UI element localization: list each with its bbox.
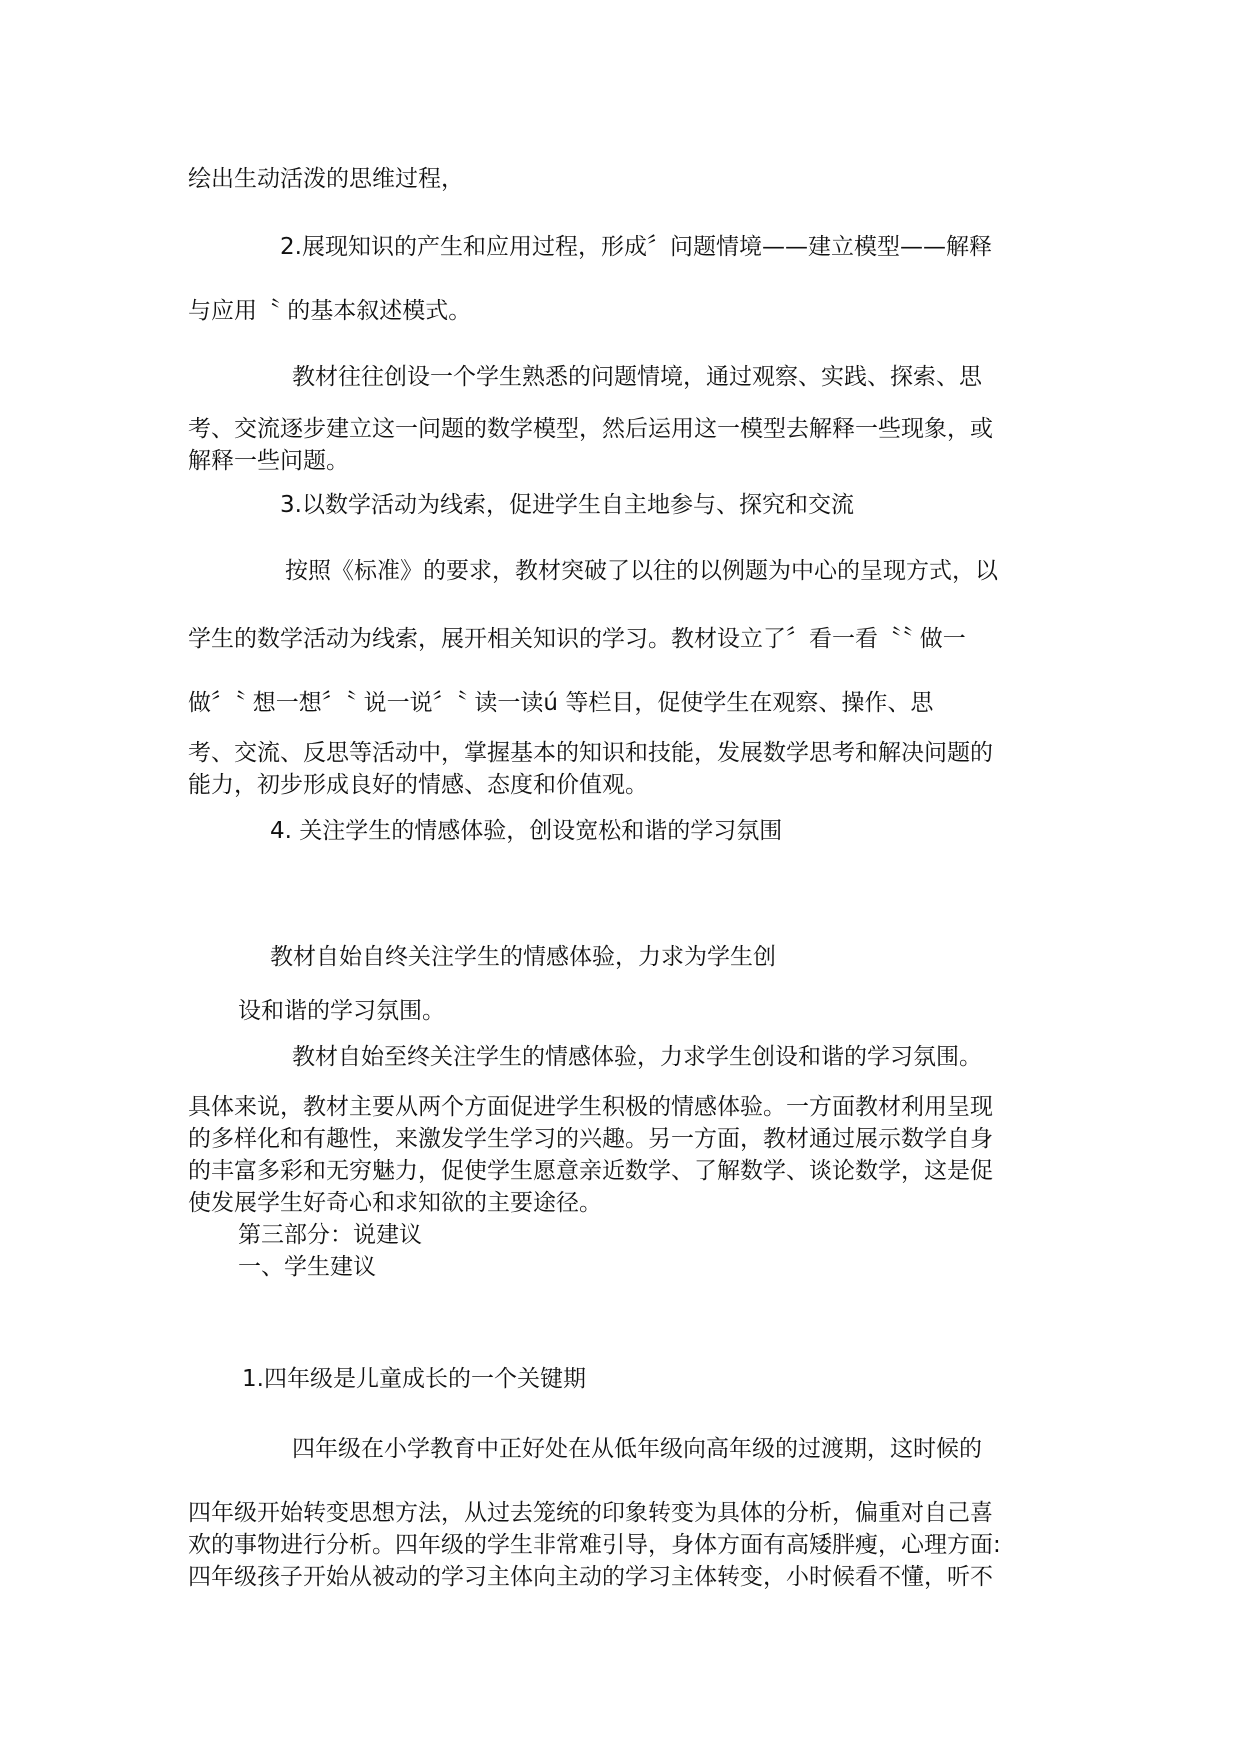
- section-heading: 3.以数学活动为线索，促进学生自主地参与、探究和交流: [280, 492, 854, 518]
- text-line: 能力，初步形成良好的情感、态度和价值观。: [188, 772, 648, 798]
- text-line: 使发展学生好奇心和求知欲的主要途径。: [188, 1190, 602, 1216]
- text-line: 四年级开始转变思想方法，从过去笼统的印象转变为具体的分析，偏重对自己喜: [188, 1500, 993, 1526]
- text-line: 设和谐的学习氛围。: [238, 998, 445, 1024]
- text-line: 教材往往创设一个学生熟悉的问题情境，通过观察、实践、探索、思: [292, 364, 982, 390]
- subsection-heading: 一、学生建议: [238, 1254, 376, 1280]
- section-heading: 4. 关注学生的情感体验，创设宽松和谐的学习氛围: [270, 818, 783, 844]
- text-line: 绘出生动活泼的思维过程，: [188, 166, 464, 192]
- section-heading: 2.展现知识的产生和应用过程，形成〞问题情境——建立模型——解释: [280, 234, 992, 260]
- text-line: 解释一些问题。: [188, 448, 349, 474]
- text-line: 考、交流逐步建立这一问题的数学模型，然后运用这一模型去解释一些现象，或: [188, 416, 993, 442]
- text-line: 按照《标准》的要求，教材突破了以往的以例题为中心的呈现方式，以: [285, 558, 998, 584]
- text-line: 四年级在小学教育中正好处在从低年级向高年级的过渡期，这时候的: [292, 1436, 982, 1462]
- text-line: 做〞〝 想一想〞〝 说一说〞〝 读一读ú 等栏目，促使学生在观察、操作、思: [188, 690, 934, 716]
- text-line: 教材自始至终关注学生的情感体验，力求学生创设和谐的学习氛围。: [292, 1044, 982, 1070]
- text-line: 与应用〝 的基本叙述模式。: [188, 298, 472, 324]
- text-line: 的丰富多彩和无穷魅力，促使学生愿意亲近数学、了解数学、谈论数学，这是促: [188, 1158, 993, 1184]
- text-line: 教材自始自终关注学生的情感体验，力求为学生创: [270, 944, 776, 970]
- text-line: 欢的事物进行分析。四年级的学生非常难引导，身体方面有高矮胖瘦，心理方面:: [188, 1532, 1001, 1558]
- text-line: 考、交流、反思等活动中，掌握基本的知识和技能，发展数学思考和解决问题的: [188, 740, 993, 766]
- section-heading: 1.四年级是儿童成长的一个关键期: [242, 1366, 586, 1392]
- text-line: 具体来说，教材主要从两个方面促进学生积极的情感体验。一方面教材利用呈现: [188, 1094, 993, 1120]
- text-line: 四年级孩子开始从被动的学习主体向主动的学习主体转变，小时候看不懂，听不: [188, 1564, 993, 1590]
- text-line: 学生的数学活动为线索，展开相关知识的学习。教材设立了〞看一看〝〝 做一: [188, 626, 966, 652]
- part-heading: 第三部分：说建议: [238, 1222, 422, 1248]
- text-line: 的多样化和有趣性，来激发学生学习的兴趣。另一方面，教材通过展示数学自身: [188, 1126, 993, 1152]
